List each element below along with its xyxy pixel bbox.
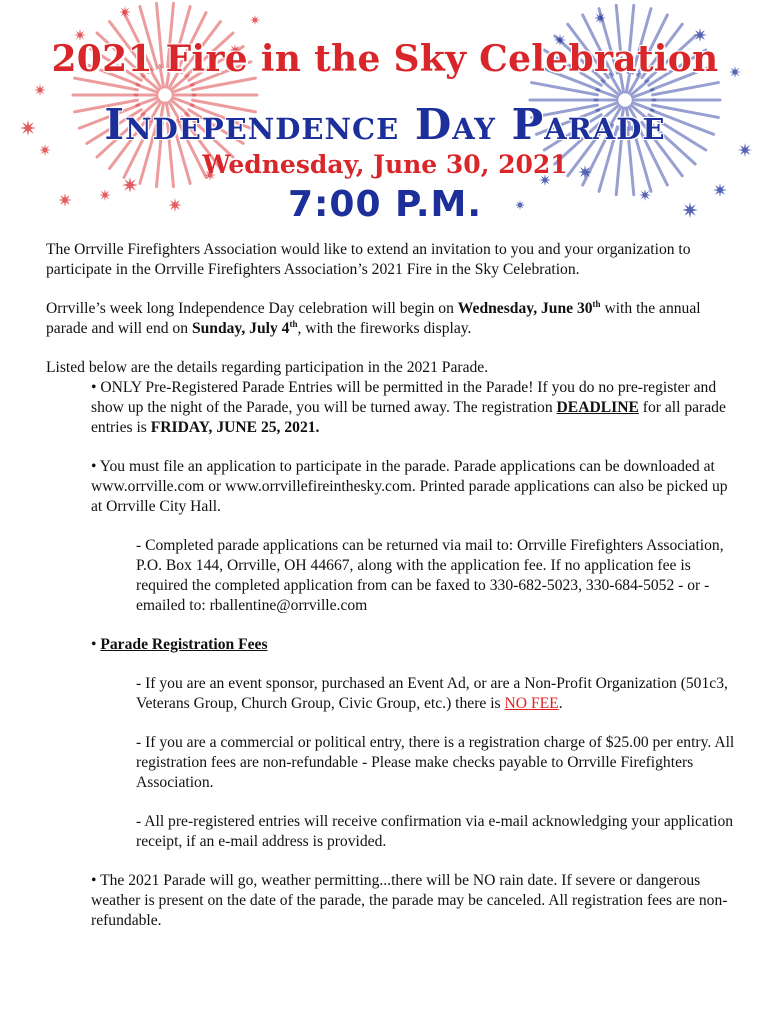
parade-date: Wednesday, June 30, 2021	[202, 150, 568, 179]
end-date: Sunday, July 4	[191, 320, 290, 337]
sparkle-star	[119, 6, 131, 18]
fee-exemption-text: - If you are an event sponsor, purchased an Event Ad, or are a Non-Profit Organization (501c3, Veterans Group, Church Group, Civic Group, etc.) there is	[136, 675, 728, 712]
no-fee-label: NO FEE	[504, 695, 559, 712]
schedule-text: Orrville’s week long Independence Day celebration will begin on	[46, 300, 458, 317]
preregistration-text-2: for all parade entries is	[91, 399, 726, 436]
bullet-weather: • The 2021 Parade will go, weather permitting...there will be NO rain date. If severe or dangerous weather is present on the date of the parade, the parade may be canceled. All registration fees are non-refundable.	[91, 872, 728, 929]
celebration-title: 2021 Fire in the Sky Celebration	[51, 38, 719, 80]
fee-exemption-end: .	[558, 695, 563, 712]
deadline-label: DEADLINE	[556, 399, 639, 416]
intro-paragraph: The Orrville Firefighters Association would like to extend an invitation to you and your organization to participate in the Orrville Firefighters Association’s 2021 Fire in the Sky Celebration.	[46, 241, 691, 278]
fees-heading: Parade Registration Fees	[100, 636, 268, 653]
start-date: Wednesday, June 30	[457, 300, 593, 317]
sparkle-star	[34, 84, 46, 96]
schedule-paragraph	[46, 299, 736, 339]
commercial-fee-info: - If you are a commercial or political entry, there is a registration charge of $25.00 per entry. All registration fees are non-refundable - Please make checks payable to Orrville Firefighters Association.	[136, 734, 735, 791]
start-date-suffix: th	[592, 298, 601, 309]
sparkle-star	[594, 12, 606, 24]
sparkle-star	[250, 15, 260, 25]
deadline-date: FRIDAY, JUNE 25, 2021.	[150, 419, 320, 436]
preregistration-text: • ONLY Pre-Registered Parade Entries will be permitted in the Parade! If you do no pre-register and show up the night of the Parade, you will be turned away. The registration	[91, 379, 717, 416]
letter-body	[46, 240, 736, 931]
bullet-fees	[46, 635, 736, 655]
confirmation-info: - All pre-registered entries will receive confirmation via e-mail acknowledging your application receipt, if an e-mail address is provided.	[136, 813, 734, 850]
fee-exemption-info	[46, 674, 736, 714]
parade-title: Independence Day Parade	[104, 100, 666, 149]
bullet-glyph: •	[91, 636, 101, 653]
schedule-text-3: , with the fireworks display.	[297, 320, 472, 337]
bullet-application: • You must file an application to participate in the parade. Parade applications can be downloaded at www.orrville.com or www.orrvillefireinthesky.com. Printed parade applications can also be picked up at Orrville City Hall.	[91, 458, 728, 515]
details-lead: Listed below are the details regarding participation in the 2021 Parade.	[46, 359, 489, 376]
schedule-text-2: with the annual parade and will end on	[46, 300, 701, 337]
application-return-info: - Completed parade applications can be returned via mail to: Orrville Firefighters Association, P.O. Box 144, Orrville, OH 44667, along with the application fee. If no application fee is required the completed application from can be faxed to 330-682-5023, 330-684-5052 - or - emailed to: rballentine@orrville.com	[136, 537, 724, 614]
end-date-suffix: th	[289, 318, 298, 329]
bullet-preregistration	[46, 378, 736, 438]
parade-time: 7:00 P.M.	[287, 184, 483, 225]
